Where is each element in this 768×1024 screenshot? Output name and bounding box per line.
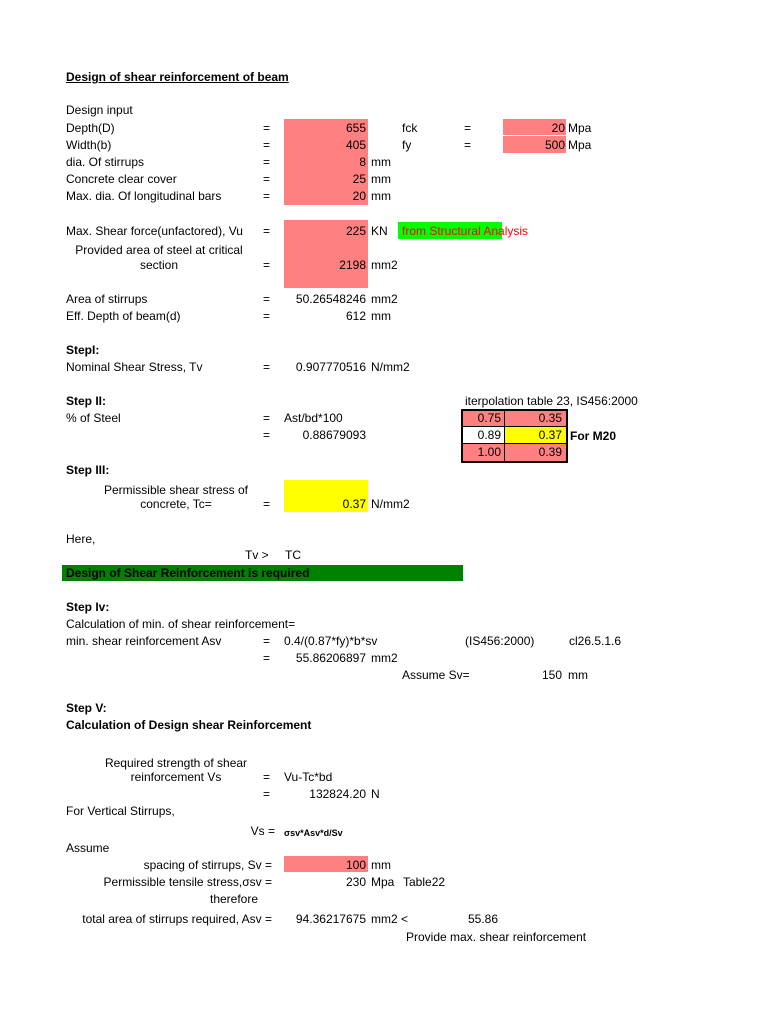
required-strength-formula: Vu-Tc*bd [284,770,333,784]
required-strength-label-1: Required strength of shear [104,756,248,770]
stirrup-dia-value[interactable]: 8 [359,155,366,169]
step4-heading: Step Iv: [66,600,110,614]
depth-label: Depth(D) [66,121,115,135]
permissible-shear-eq: = [263,497,271,511]
tensile-ref: Table22 [403,875,446,889]
area-stirrups-eq: = [263,292,271,306]
assume-sv-label: Assume Sv= [402,668,470,682]
tc-value: 0.37 [342,497,366,511]
tensile-value: 230 [345,875,366,889]
assume-label: Assume [66,841,110,855]
step2-heading: Step II: [66,394,107,408]
depth-eq: = [263,121,271,135]
vs-value: 132824.20 [309,787,366,801]
eff-depth-eq: = [263,309,271,323]
tc-text: TC [285,548,301,562]
here-label: Here, [66,532,96,546]
design-input-heading: Design input [66,103,133,117]
spacing-value[interactable]: 100 [345,858,366,872]
interp-r2-a: 0.89 [463,427,505,444]
eff-depth-unit: mm [371,309,391,323]
steel-area-eq: = [263,258,271,272]
area-stirrups-unit: mm2 [371,292,398,306]
tensile-unit: Mpa [371,875,395,889]
fck-label: fck [402,121,418,135]
percent-steel-value: 0.88679093 [302,428,366,442]
fy-label: fy [402,138,412,152]
interp-row1-line [461,426,568,427]
min-shear-clause: cl26.5.1.6 [569,634,622,648]
spacing-unit: mm [371,858,391,872]
interp-r3-a: 1.00 [463,444,505,461]
fck-unit: Mpa [568,121,592,135]
area-stirrups-label: Area of stirrups [66,292,148,306]
total-area-label: total area of stirrups required, Asv = [82,912,272,926]
shear-force-unit: KN [371,224,388,238]
vertical-stirrups-label: For Vertical Stirrups, [66,804,175,818]
total-area-value: 94.36217675 [295,912,366,926]
shear-force-eq: = [263,224,271,238]
interp-table-border [461,409,568,463]
eff-depth-label: Eff. Depth of beam(d) [66,309,181,323]
permissible-shear-label-2: concrete, Tc= [140,497,212,511]
long-bar-eq: = [263,189,271,203]
vs-formula: σsv*Asv*d/Sv [284,828,343,838]
required-strength-eq2: = [263,787,271,801]
page-title: Design of shear reinforcement of beam [66,70,289,84]
steel-area-label-1: Provided area of steel at critical [75,243,243,257]
shear-force-value[interactable]: 225 [345,224,366,238]
min-shear-unit: mm2 [371,651,398,665]
min-shear-label: min. shear reinforcement Asv [66,634,222,648]
structural-analysis-note: from Structural Analysis [402,224,529,238]
min-shear-eq1: = [263,634,271,648]
fck-eq: = [464,121,472,135]
cover-label: Concrete clear cover [66,172,177,186]
vs-formula-label: Vs = [250,824,275,838]
tv-gt: Tv > [245,548,269,562]
steel-area-unit: mm2 [371,258,398,272]
area-stirrups-value: 50.26548246 [295,292,366,306]
steel-area-value[interactable]: 2198 [339,258,366,272]
long-bar-label: Max. dia. Of longitudinal bars [66,189,222,203]
min-shear-calc-line: Calculation of min. of shear reinforcement= [66,617,296,631]
long-bar-value[interactable]: 20 [352,189,366,203]
design-required-banner: Design of Shear Reinforcement is required [66,566,310,580]
cover-eq: = [263,172,271,186]
min-shear-code: (IS456:2000) [465,634,535,648]
required-strength-label-2: reinforcement Vs [130,770,222,784]
vs-unit: N [371,787,380,801]
fck-value[interactable]: 20 [551,121,565,135]
stirrup-dia-label: dia. Of stirrups [66,155,145,169]
shear-force-label: Max. Shear force(unfactored), Vu [66,224,243,238]
min-shear-formula: 0.4/(0.87*fy)*b*sv [284,634,378,648]
cover-value[interactable]: 25 [352,172,366,186]
permissible-shear-label-1: Permissible shear stress of [103,483,249,497]
total-area-compare: 55.86 [468,912,499,926]
stirrup-dia-unit: mm [371,155,391,169]
fy-unit: Mpa [568,138,592,152]
step1-heading: StepI: [66,343,100,357]
long-bar-unit: mm [371,189,391,203]
width-eq: = [263,138,271,152]
required-strength-eq1: = [263,770,271,784]
depth-value[interactable]: 655 [345,121,366,135]
assume-sv-value: 150 [541,668,562,682]
min-shear-value: 55.86206897 [295,651,366,665]
step5-subheading: Calculation of Design shear Reinforcement [66,718,312,732]
fy-eq: = [464,138,472,152]
tc-unit: N/mm2 [371,497,410,511]
interp-r1-b: 0.35 [505,410,566,427]
percent-steel-label: % of Steel [66,411,121,425]
stirrup-dia-eq: = [263,155,271,169]
fy-value[interactable]: 500 [544,138,565,152]
tensile-label: Permissible tensile stress,σsv = [103,875,272,889]
interp-r1-a: 0.75 [463,410,505,427]
step5-heading: Step V: [66,701,107,715]
interp-title: iterpolation table 23, IS456:2000 [465,394,638,408]
conclusion: Provide max. shear reinforcement [406,930,587,944]
cover-unit: mm [371,172,391,186]
nominal-shear-unit: N/mm2 [371,360,410,374]
nominal-shear-value: 0.907770516 [295,360,366,374]
for-grade: For M20 [570,429,617,443]
step3-heading: Step III: [66,463,110,477]
width-label: Width(b) [66,138,112,152]
eff-depth-value: 612 [345,309,366,323]
interp-r3-b: 0.39 [505,444,566,461]
min-shear-eq2: = [263,651,271,665]
therefore-label: therefore [210,892,259,906]
steel-area-label-2: section [139,258,179,272]
assume-sv-unit: mm [568,668,588,682]
interp-r2-b: 0.37 [505,427,566,444]
nominal-shear-eq: = [263,360,271,374]
total-area-unit: mm2 < [371,912,409,926]
interp-row2-line [461,443,568,444]
interp-col-line [504,409,505,463]
percent-steel-eq2: = [263,428,271,442]
width-value[interactable]: 405 [345,138,366,152]
nominal-shear-label: Nominal Shear Stress, Tv [66,360,203,374]
spacing-label: spacing of stirrups, Sv = [143,858,272,872]
percent-steel-eq1: = [263,411,271,425]
percent-steel-formula: Ast/bd*100 [284,411,343,425]
